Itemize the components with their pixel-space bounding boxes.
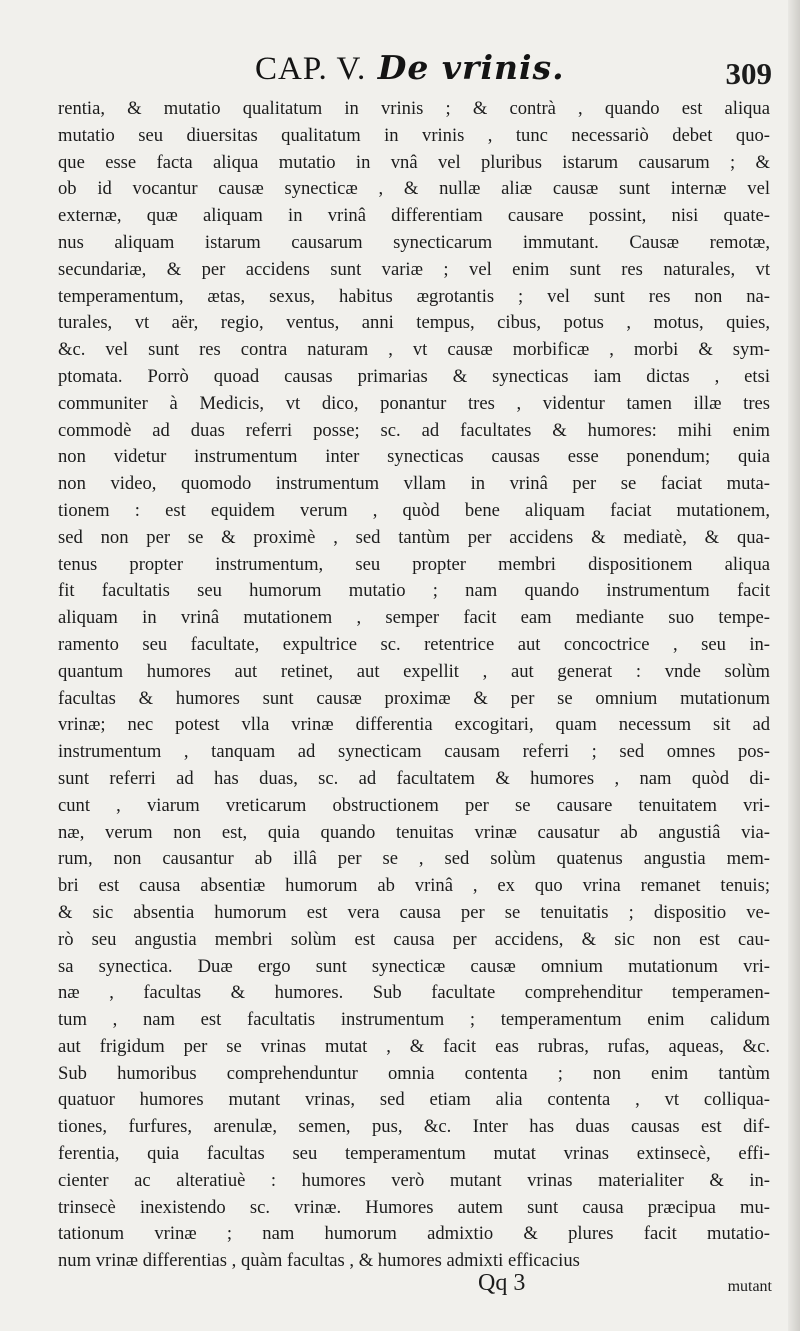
chapter-title: De vrinis.: [377, 48, 565, 87]
body-text: [58, 96, 770, 1275]
text-line: cienter ac alteratiuè : humores verò mutant vrinas materialiter & in-: [58, 1169, 770, 1191]
text-line: sed non per se & proximè , sed tantùm per accidens & mediatè, & qua-: [58, 526, 770, 548]
text-line: rentia, & mutatio qualitatum in vrinis ; & contrà , quando est aliqua: [58, 98, 770, 119]
text-line: aliquam in vrinâ mutationem , semper facit eam mediante suo tempe-: [58, 607, 770, 629]
text-line: ferentia, quia facultas seu temperamentum mutat vrinas extinsecè, effi-: [58, 1143, 770, 1165]
text-line: tiones, furfures, arenulæ, semen, pus, &c. Inter has duas causas est dif-: [58, 1116, 770, 1138]
page-number: 309: [725, 56, 772, 91]
text-line: vrinæ; nec potest vlla vrinæ differentia excogitari, quam necessum sit ad: [58, 714, 770, 736]
text-line: tum , nam est facultatis instrumentum ; temperamentum enim calidum: [58, 1009, 770, 1031]
text-line: tationum vrinæ ; nam humorum admixtio & plures facit mutatio-: [58, 1223, 770, 1245]
text-line: ptomata. Porrò quoad causas primarias & synecticas iam dictas , etsi: [58, 365, 770, 387]
text-line: ob id vocantur causæ synecticæ , & nullæ aliæ causæ sunt internæ vel: [58, 178, 770, 200]
text-line: aut frigidum per se vrinas mutat , & facit eas rubras, rufas, aqueas, &c.: [58, 1035, 770, 1057]
page-footer: [60, 1268, 772, 1308]
text-line: Sub humoribus comprehenduntur omnia contenta ; non enim tantùm: [58, 1062, 770, 1084]
text-line: turales, vt aër, regio, ventus, anni tempus, cibus, potus , motus, quies,: [58, 312, 770, 334]
text-line: ramento seu facultate, expultrice sc. retentrice aut concoctrice , seu in-: [58, 633, 770, 655]
page-edge: [788, 0, 800, 1331]
text-line: communiter à Medicis, vt dico, ponantur tres , videntur tamen illæ tres: [58, 392, 770, 414]
text-line: næ , facultas & humores. Sub facultate comprehenditur temperamen-: [58, 982, 770, 1004]
text-line: &c. vel sunt res contra naturam , vt causæ morbificæ , morbi & sym-: [58, 339, 770, 361]
text-line: instrumentum , tanquam ad synecticam causam referri ; sed omnes pos-: [58, 741, 770, 763]
text-line: externæ, quæ aliquam in vrinâ differentiam causare possint, nisi quate-: [58, 205, 770, 227]
text-line: quatuor humores mutant vrinas, sed etiam alia contenta , vt colliqua-: [58, 1089, 770, 1111]
text-line: rò seu angustia membri solùm est causa per accidens, & sic non est cau-: [58, 928, 770, 950]
running-header: [60, 40, 780, 100]
text-line: quantum humores aut retinet, aut expellit , aut generat : vnde solùm: [58, 660, 770, 682]
text-line: commodè ad duas referri posse; sc. ad facultates & humores: mihi enim: [58, 419, 770, 441]
text-line: que esse facta aliqua mutatio in vnâ vel pluribus istarum causarum ; &: [58, 151, 770, 173]
running-title: [255, 48, 565, 88]
text-line: & sic absentia humorum est vera causa per se tenuitatis ; dispositio ve-: [58, 901, 770, 923]
text-line: non video, quomodo instrumentum vllam in vrinâ per se faciat muta-: [58, 473, 770, 495]
text-line: sunt referri ad has duas, sc. ad facultatem & humores , nam quòd di-: [58, 767, 770, 789]
text-line: mutatio seu diuersitas qualitatum in vrinis , tunc necessariò debet quo-: [58, 124, 770, 146]
text-line: temperamentum, ætas, sexus, habitus ægrotantis ; vel sunt res non na-: [58, 285, 770, 307]
catchword: mutant: [727, 1278, 772, 1295]
text-line: nus aliquam istarum causarum synecticarum immutant. Causæ remotæ,: [58, 231, 770, 253]
text-line: sa synectica. Duæ ergo sunt synecticæ causæ omnium mutationum vri-: [58, 955, 770, 977]
text-line: tionem : est equidem verum , quòd bene aliquam faciat mutationem,: [58, 499, 770, 521]
text-line: num vrinæ differentias , quàm facultas , & humores admixti efficacius: [58, 1250, 580, 1272]
text-line: secundariæ, & per accidens sunt variæ ; vel enim sunt res naturales, vt: [58, 258, 770, 280]
text-line: næ, verum non est, quia quando tenuitas vrinæ causatur ab angustiâ via-: [58, 821, 770, 843]
chapter-label: CAP. V.: [255, 51, 367, 87]
text-line: fit facultatis seu humorum mutatio ; nam quando instrumentum facit: [58, 580, 770, 602]
text-line: rum, non causantur ab illâ per se , sed solùm quatenus angustia mem-: [58, 848, 770, 870]
text-line: tenus propter instrumentum, seu propter membri dispositionem aliqua: [58, 553, 770, 575]
text-line: cunt , viarum vreticarum obstructionem per se causare tenuitatem vri-: [58, 794, 770, 816]
signature-mark: Qq 3: [478, 1270, 526, 1296]
text-line: bri est causa absentiæ humorum ab vrinâ , ex quo vrina remanet tenuis;: [58, 875, 770, 897]
text-line: trinsecè inexistendo sc. vrinæ. Humores autem sunt causa præcipua mu-: [58, 1196, 770, 1218]
text-line: non videtur instrumentum inter synecticas causas esse ponendum; quia: [58, 446, 770, 468]
text-line: facultas & humores sunt causæ proximæ & per se omnium mutationum: [58, 687, 770, 709]
